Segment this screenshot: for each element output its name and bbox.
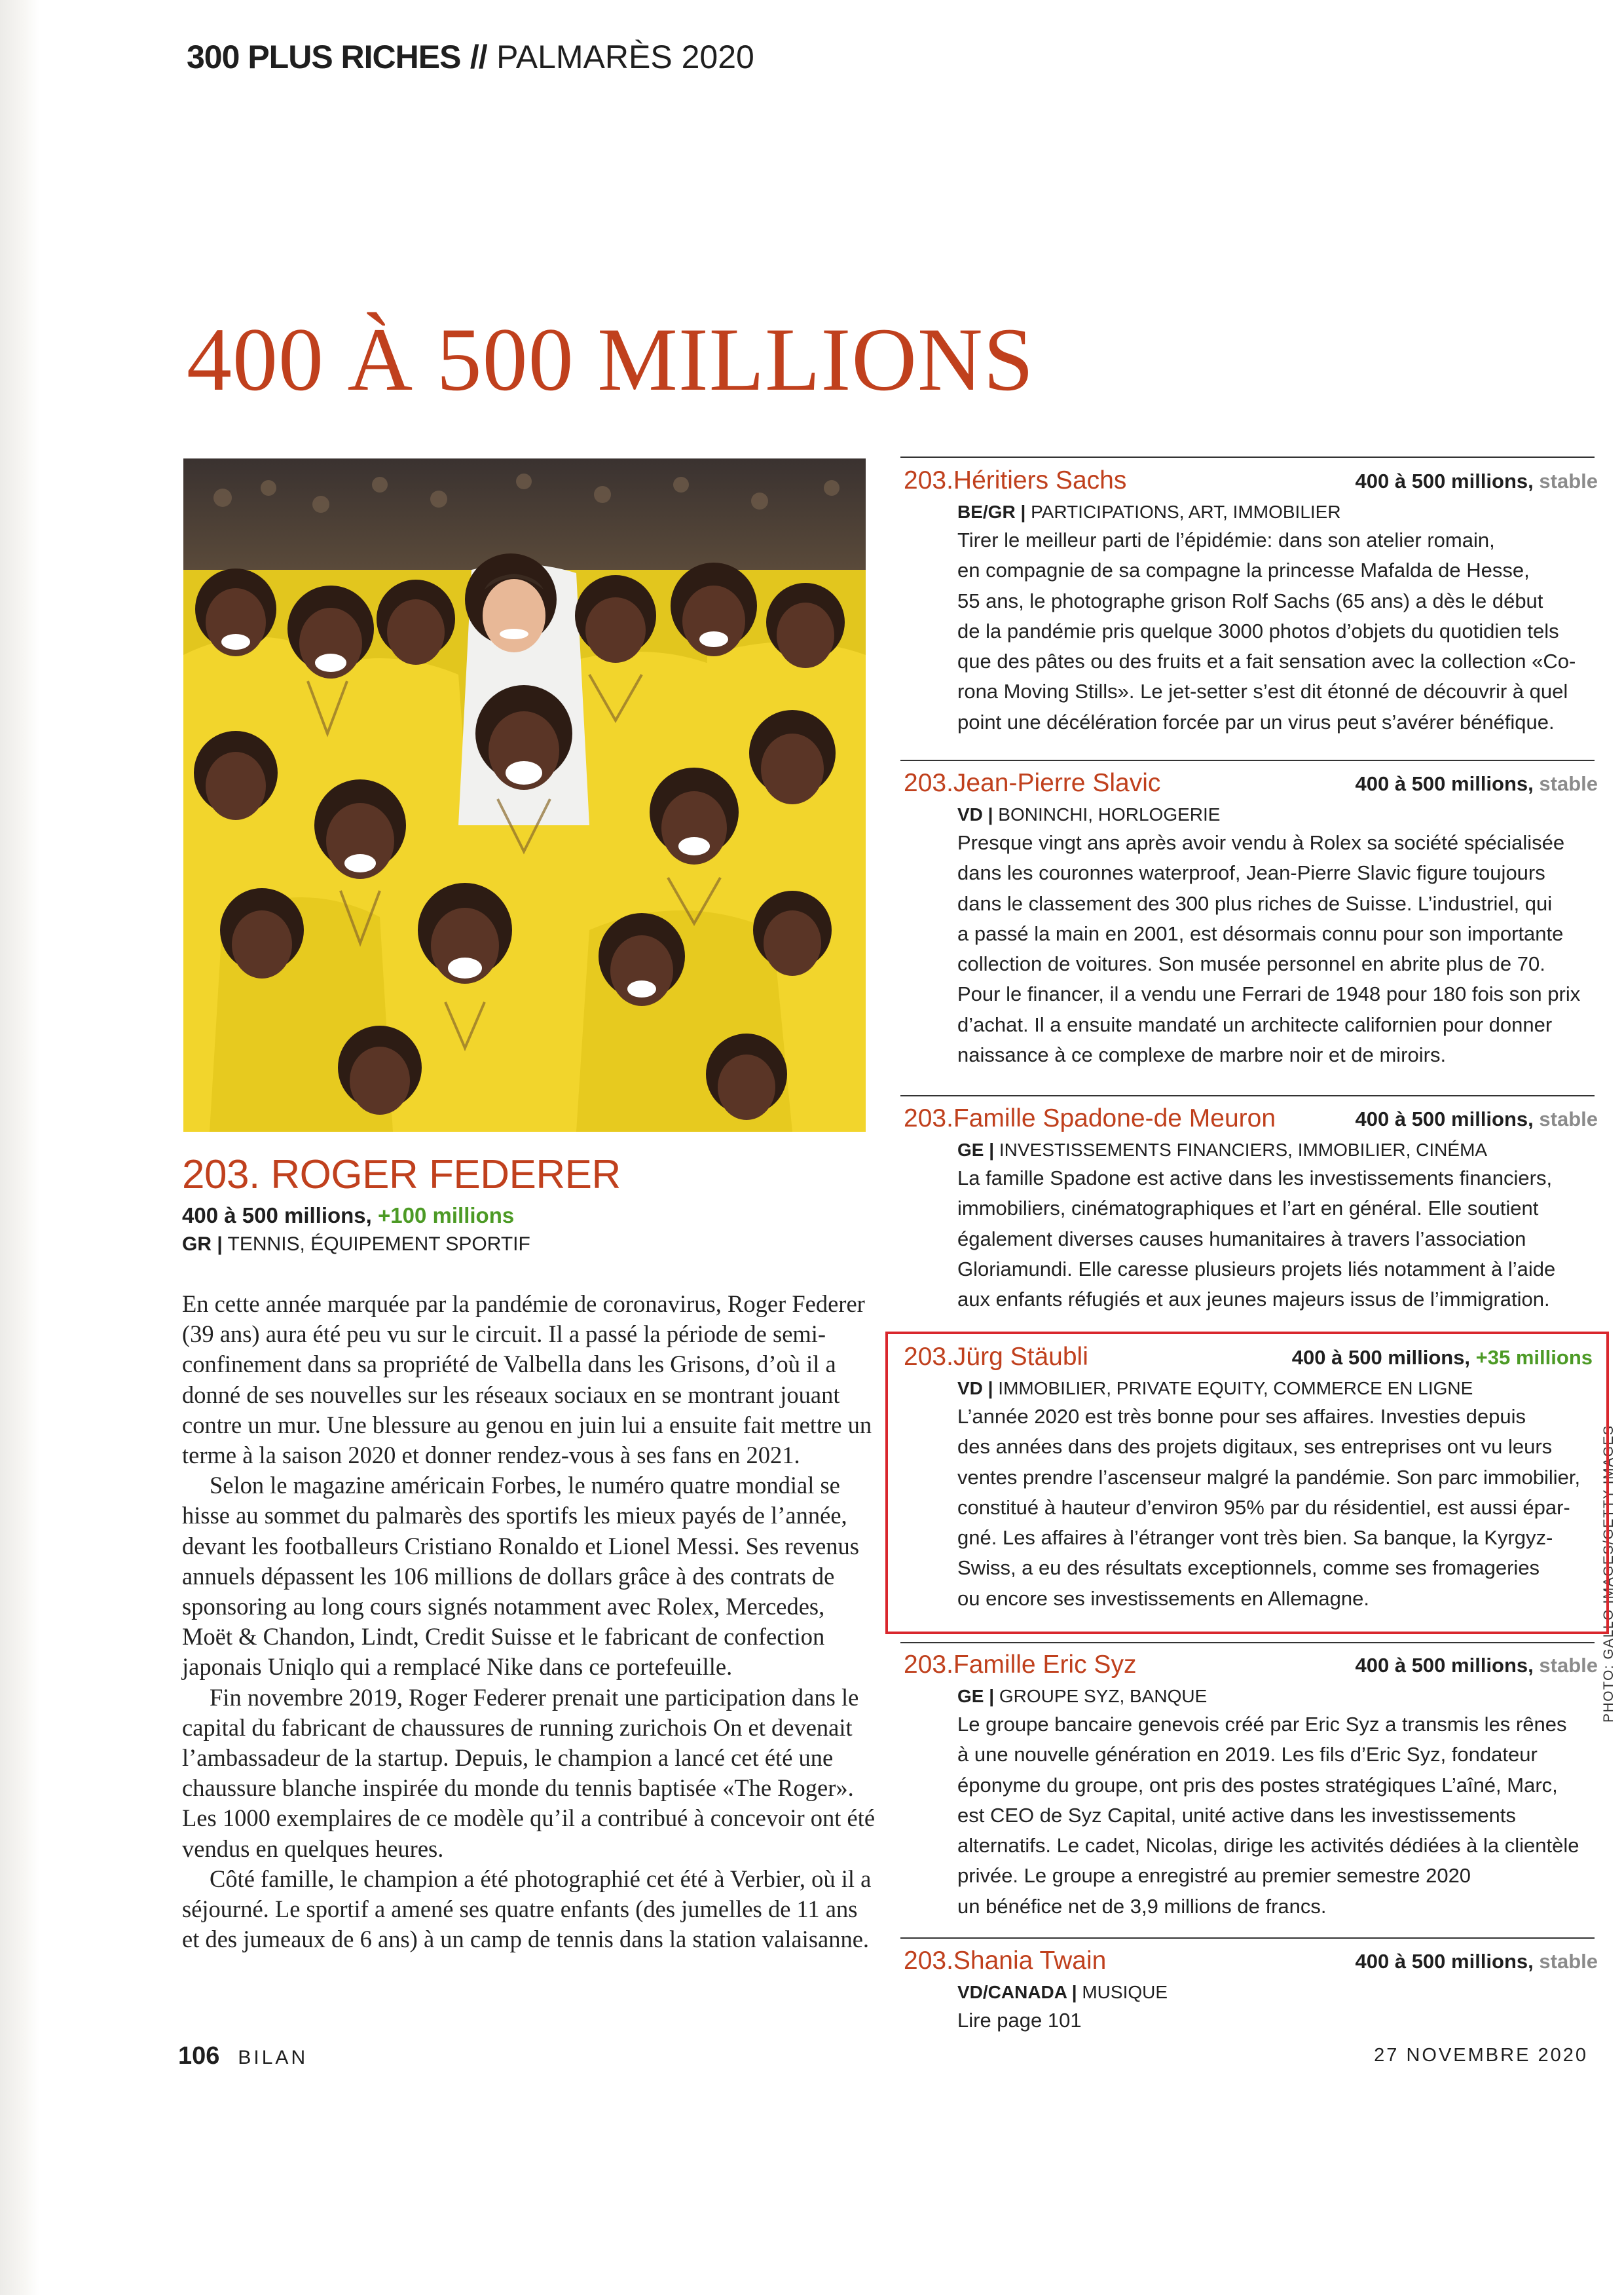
entry-rank-name <box>904 769 1160 798</box>
entry-line: Le groupe bancaire genevois créé par Eric Syz a transmis les rênes <box>957 1713 1567 1736</box>
paragraph: En cette année marquée par la pandémie de coronavirus, Roger Federer (39 ans) aura été peu vu sur le circuit. Il a passé la période de semi-confinement dans sa propriété de Valbella dans les Grisons, d’où il a donné de ses nouvelles sur les réseaux sociaux en se montrant jouant contre un mur. Une blessure au genou en juin lui a ensuite fait mettre un terme à la saison 2020 et donner rendez-vous à ses fans en 2021. <box>182 1290 872 1469</box>
entry-name: Héritiers Sachs <box>953 466 1127 494</box>
entry-text <box>957 2006 1598 2036</box>
page-binding-shadow <box>0 0 39 2295</box>
header-section: 300 PLUS RICHES <box>187 39 461 75</box>
main-rank-name <box>182 1152 870 1197</box>
entry-sector-line <box>957 1686 1598 1707</box>
running-header <box>187 38 754 76</box>
main-value: 400 à 500 millions, <box>182 1203 372 1227</box>
entry-line: a passé la main en 2001, est désormais connu pour son importante <box>957 922 1564 945</box>
header-separator: // <box>470 39 487 75</box>
entry-name: Famille Spadone-de Meuron <box>953 1104 1276 1132</box>
entry-canton: VD | <box>957 804 993 825</box>
entry-canton: GE | <box>957 1686 995 1706</box>
entry-canton: BE/GR | <box>957 502 1026 522</box>
divider <box>900 1937 1595 1939</box>
entry-line: alternatifs. Le cadet, Nicolas, dirige les activités dédiées à la clientèle <box>957 1834 1579 1857</box>
entry-sector-line <box>957 502 1598 523</box>
main-fortune <box>182 1203 870 1228</box>
header-subsection: PALMARÈS 2020 <box>496 39 754 75</box>
entry-fortune <box>1356 1108 1598 1131</box>
entry-fortune <box>1356 470 1598 493</box>
entry-rank-name <box>904 466 1126 495</box>
entry-fortune <box>1292 1346 1593 1370</box>
entry-line: que des pâtes ou des fruits et a fait sensation avec la collection «Co- <box>957 650 1576 673</box>
entry-line: ventes prendre l’ascenseur malgré la pandémie. Son parc immobilier, <box>957 1465 1581 1489</box>
entry-rank: 203. <box>904 1104 953 1132</box>
entry-value: 400 à 500 millions, <box>1355 1654 1534 1677</box>
entry-rank: 203. <box>904 1343 953 1371</box>
entry-change: stable <box>1539 1108 1598 1130</box>
entry-line: de la pandémie pris quelque 3000 photos d’objets du quotidien tels <box>957 619 1559 643</box>
entry-value: 400 à 500 millions, <box>1355 1108 1534 1130</box>
main-sector: TENNIS, ÉQUIPEMENT SPORTIF <box>227 1233 530 1255</box>
entry-line: à une nouvelle génération en 2019. Les fils d’Eric Syz, fondateur <box>957 1743 1538 1766</box>
entry-line: constitué à hauteur d’environ 95% par du résidentiel, est aussi épar- <box>957 1495 1570 1519</box>
main-rank: 203. <box>182 1152 260 1197</box>
entry-line: Lire page 101 <box>957 2009 1082 2032</box>
entry-change: stable <box>1539 1950 1598 1973</box>
entry-line: La famille Spadone est active dans les investissements financiers, <box>957 1166 1553 1189</box>
entry-jean-pierre-slavic <box>904 769 1598 1070</box>
entry-rank: 203. <box>904 1651 953 1679</box>
entry-line: des années dans des projets digitaux, ses entreprises ont vu leurs <box>957 1435 1553 1459</box>
entry-change: stable <box>1539 470 1598 493</box>
page-footer <box>178 2042 308 2070</box>
entry-line: Gloriamundi. Elle caresse plusieurs projets liés notamment à l’aide <box>957 1257 1556 1280</box>
entry-line: rona Moving Stills». Le jet-setter s’est dit étonné de découvrir à quel <box>957 680 1568 703</box>
entry-sector-line <box>957 804 1598 825</box>
federer-photo <box>183 458 866 1132</box>
entry-famille-spadone <box>904 1104 1598 1315</box>
entry-line: aux enfants réfugiés et aux jeunes majeurs issus de l’immigration. <box>957 1288 1550 1311</box>
entry-sector: PARTICIPATIONS, ART, IMMOBILIER <box>1031 502 1341 522</box>
divider <box>900 760 1595 761</box>
entry-line: est CEO de Syz Capital, unité active dans les investissements <box>957 1803 1516 1827</box>
entry-jurg-staubli <box>904 1343 1593 1614</box>
divider <box>900 457 1595 458</box>
entry-name: Jürg Stäubli <box>953 1343 1088 1371</box>
entry-rank-name <box>904 1104 1276 1133</box>
entry-sector: IMMOBILIER, PRIVATE EQUITY, COMMERCE EN LIGNE <box>998 1378 1473 1398</box>
divider <box>900 1095 1595 1096</box>
entry-value: 400 à 500 millions, <box>1355 772 1534 795</box>
entry-line: également diverses causes humanitaires à travers l’association <box>957 1227 1526 1250</box>
entry-value: 400 à 500 millions, <box>1291 1346 1471 1369</box>
entry-heritiers-sachs <box>904 466 1598 737</box>
entry-line: en compagnie de sa compagne la princesse Mafalda de Hesse, <box>957 559 1530 582</box>
entry-rank: 203. <box>904 1947 953 1975</box>
entry-line: 55 ans, le photographe grison Rolf Sachs (65 ans) a dès le début <box>957 589 1543 612</box>
entry-sector-line <box>957 1982 1598 2003</box>
entry-line: L’année 2020 est très bonne pour ses affaires. Investies depuis <box>957 1405 1526 1428</box>
entry-line: point une décélération forcée par un virus peut s’avérer bénéfique. <box>957 710 1555 734</box>
entry-famille-eric-syz <box>904 1651 1598 1922</box>
entry-line: privée. Le groupe a enregistré au premier semestre 2020 <box>957 1864 1471 1888</box>
entry-rank: 203. <box>904 769 953 797</box>
entry-sector: INVESTISSEMENTS FINANCIERS, IMMOBILIER, CINÉMA <box>999 1140 1488 1160</box>
entry-line: dans le classement des 300 plus riches de Suisse. L’industriel, qui <box>957 891 1553 915</box>
entry-line: immobiliers, cinématographiques et l’art en général. Elle soutient <box>957 1197 1539 1220</box>
entry-line: Swiss, a eu des résultats exceptionnels, comme ses fromageries <box>957 1556 1540 1580</box>
entry-line: éponyme du groupe, ont pris des postes stratégiques L’aîné, Marc, <box>957 1773 1558 1797</box>
entry-rank: 203. <box>904 466 953 494</box>
entry-sector: MUSIQUE <box>1082 1982 1168 2002</box>
entry-text <box>957 1709 1598 1922</box>
entry-sector: GROUPE SYZ, BANQUE <box>999 1686 1208 1706</box>
entry-rank-name <box>904 1947 1106 1975</box>
entry-line: naissance à ce complexe de marbre noir et de miroirs. <box>957 1043 1447 1067</box>
entry-sector-line <box>957 1140 1598 1161</box>
paragraph: Selon le magazine américain Forbes, le numéro quatre mondial se hisse au sommet du palmarès des sportifs les mieux payés de l’année, devant les footballeurs Cristiano Ronaldo et Lionel Messi. Ses revenus annuels dépassent les 106 millions de dollars grâce à des contrats de sponsoring au long cours signés notamment avec Rolex, Mercedes, Moët & Chandon, Lindt, Credit Suisse et le fabricant de confection japonais Uniqlo qui a remplacé Nike dans ce portefeuille. <box>182 1472 859 1681</box>
photo-illustration <box>183 458 866 1132</box>
entry-name: Jean-Pierre Slavic <box>953 769 1161 797</box>
entry-change: stable <box>1539 772 1598 795</box>
entry-fortune <box>1356 1950 1598 1973</box>
entry-line: Presque vingt ans après avoir vendu à Rolex sa société spécialisée <box>957 831 1565 854</box>
entry-change: stable <box>1539 1654 1598 1677</box>
entry-sector-line <box>957 1378 1593 1399</box>
entry-line: ou encore ses investissements en Allemagne. <box>957 1586 1369 1610</box>
main-canton: GR | <box>182 1233 223 1255</box>
main-article-body <box>182 1289 879 1954</box>
section-title: 400 À 500 MILLIONS <box>187 309 1035 409</box>
divider <box>900 1642 1595 1643</box>
entry-change: +35 millions <box>1475 1346 1593 1369</box>
entry-text <box>957 1402 1593 1614</box>
entry-fortune <box>1356 1654 1598 1677</box>
entry-sector: BONINCHI, HORLOGERIE <box>998 804 1221 825</box>
entry-value: 400 à 500 millions, <box>1355 470 1534 493</box>
magazine-name: BILAN <box>238 2047 308 2068</box>
paragraph: Côté famille, le champion a été photographié cet été à Verbier, où il a séjourné. Le sportif a amené ses quatre enfants (des jumelles de 11 ans et des jumeaux de 6 ans) à un camp de tennis dans la station valaisanne. <box>182 1865 872 1953</box>
main-change: +100 millions <box>378 1203 515 1227</box>
entry-fortune <box>1356 772 1598 796</box>
entry-canton: VD/CANADA | <box>957 1982 1077 2002</box>
entry-shania-twain <box>904 1947 1598 2036</box>
entry-text <box>957 1163 1598 1315</box>
entry-line: gné. Les affaires à l’étranger vont très bien. Sa banque, la Kyrgyz- <box>957 1526 1553 1550</box>
entry-rank-name <box>904 1343 1088 1371</box>
entry-name: Shania Twain <box>953 1947 1107 1975</box>
issue-date: 27 NOVEMBRE 2020 <box>1374 2045 1588 2066</box>
entry-text <box>957 525 1598 737</box>
entry-text <box>957 828 1598 1070</box>
entry-canton: VD | <box>957 1378 993 1398</box>
entry-line: d’achat. Il a ensuite mandaté un architecte californien pour donner <box>957 1013 1553 1036</box>
entry-line: Pour le financer, il a vendu une Ferrari de 1948 pour 180 fois son prix <box>957 982 1581 1006</box>
entry-name: Famille Eric Syz <box>953 1651 1137 1679</box>
photo-credit-text: PHOTO: GALLO IMAGES/GETTY IMAGES <box>1601 1425 1616 1723</box>
main-name: ROGER FEDERER <box>270 1152 621 1197</box>
entry-canton: GE | <box>957 1140 995 1160</box>
main-article-header <box>182 1152 870 1256</box>
entry-line: Tirer le meilleur parti de l’épidémie: dans son atelier romain, <box>957 529 1495 551</box>
entry-rank-name <box>904 1651 1136 1679</box>
entry-value: 400 à 500 millions, <box>1355 1950 1534 1973</box>
page-number: 106 <box>178 2042 220 2070</box>
paragraph: Fin novembre 2019, Roger Federer prenait une participation dans le capital du fabricant de chaussures de running zurichois On et devenait l’ambassadeur de la startup. Depuis, le champion a lancé cet été une chaussure blanche inspirée du monde du tennis baptisée «The Roger». Les 1000 exemplaires de ce modèle qu’il a contribué à concevoir ont été vendus en quelques heures. <box>182 1683 876 1862</box>
entry-line: dans les couronnes waterproof, Jean-Pierre Slavic figure toujours <box>957 861 1545 885</box>
main-sector-line <box>182 1233 870 1256</box>
entry-line: un bénéfice net de 3,9 millions de francs. <box>957 1894 1327 1918</box>
entry-line: collection de voitures. Son musée personnel en abrite plus de 70. <box>957 952 1545 976</box>
